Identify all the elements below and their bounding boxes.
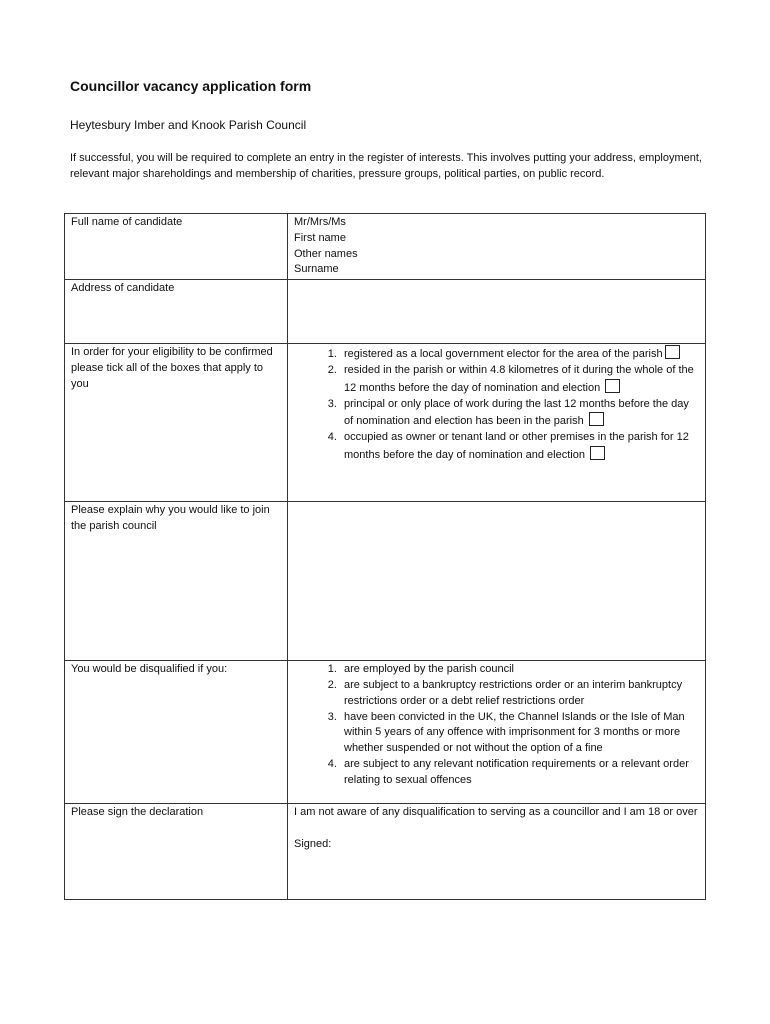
eligibility-item-1: registered as a local government elector for the area of the parish	[344, 348, 663, 361]
declaration-cell[interactable]	[288, 804, 706, 900]
eligibility-label: In order for your eligibility to be confirmed please tick all of the boxes that apply to you	[65, 344, 288, 502]
address-field[interactable]	[288, 280, 706, 344]
disqualified-label: You would be disqualified if you:	[65, 661, 288, 804]
list-item: 4. are subject to any relevant notification requirements or a relevant order relating to sexual offences	[340, 757, 699, 789]
eligibility-item-4: occupied as owner or tenant land or other premises in the parish for 12 months before the day of nomination and election	[344, 431, 689, 461]
eligibility-item-2: resided in the parish or within 4.8 kilometres of it during the whole of the 12 months before the day of nomination and election	[344, 363, 694, 394]
table-row	[65, 502, 706, 661]
list-item	[340, 430, 699, 464]
declaration-label: Please sign the declaration	[65, 804, 288, 900]
council-name: Heytesbury Imber and Knook Parish Council	[70, 118, 307, 132]
table-row	[65, 804, 706, 900]
list-item	[340, 397, 699, 431]
eligibility-list	[294, 345, 699, 464]
reason-field[interactable]	[288, 502, 706, 661]
checkbox-work[interactable]	[589, 412, 604, 426]
reason-label: Please explain why you would like to join the parish council	[65, 502, 288, 661]
checkbox-elector[interactable]	[665, 345, 680, 359]
list-item: 2. are subject to a bankruptcy restrictions order or an interim bankruptcy restrictions order or a debt relief restrictions order	[340, 678, 699, 710]
surname-line: Surname	[294, 263, 339, 276]
application-table	[64, 213, 706, 900]
address-label: Address of candidate	[65, 280, 288, 344]
list-item: 3. have been convicted in the UK, the Channel Islands or the Isle of Man within 5 years of any offence with imprisonment for 3 months or more whether suspended or not without the option of a fine	[340, 710, 699, 757]
declaration-text: I am not aware of any disqualification to serving as a councillor and I am 18 or over	[294, 806, 698, 819]
other-names-line: Other names	[294, 247, 358, 260]
intro-paragraph: If successful, you will be required to complete an entry in the register of interests. This involves putting your address, employment, relevant major shareholdings and membership of charities, pressure groups, political parties, on public record.	[70, 152, 702, 180]
signed-label: Signed:	[294, 837, 332, 850]
name-field[interactable]	[288, 214, 706, 280]
table-row	[65, 214, 706, 280]
spacer	[294, 821, 699, 837]
first-name-line: First name	[294, 231, 346, 244]
list-item	[340, 363, 699, 397]
table-row	[65, 344, 706, 502]
checkbox-occupied[interactable]	[590, 446, 605, 460]
list-item: 1. are employed by the parish council	[340, 662, 699, 678]
table-row	[65, 661, 706, 804]
disqualified-list-cell	[288, 661, 706, 804]
title-line: Mr/Mrs/Ms	[294, 216, 346, 228]
checkbox-resided[interactable]	[605, 379, 620, 393]
list-item	[340, 345, 699, 363]
table-row	[65, 280, 706, 344]
disqualification-list	[294, 662, 699, 788]
name-label: Full name of candidate	[65, 214, 288, 280]
eligibility-item-3: principal or only place of work during the last 12 months before the day of nomination and election has been in the parish	[344, 397, 689, 428]
eligibility-list-cell	[288, 344, 706, 502]
form-title: Councillor vacancy application form	[70, 78, 312, 94]
